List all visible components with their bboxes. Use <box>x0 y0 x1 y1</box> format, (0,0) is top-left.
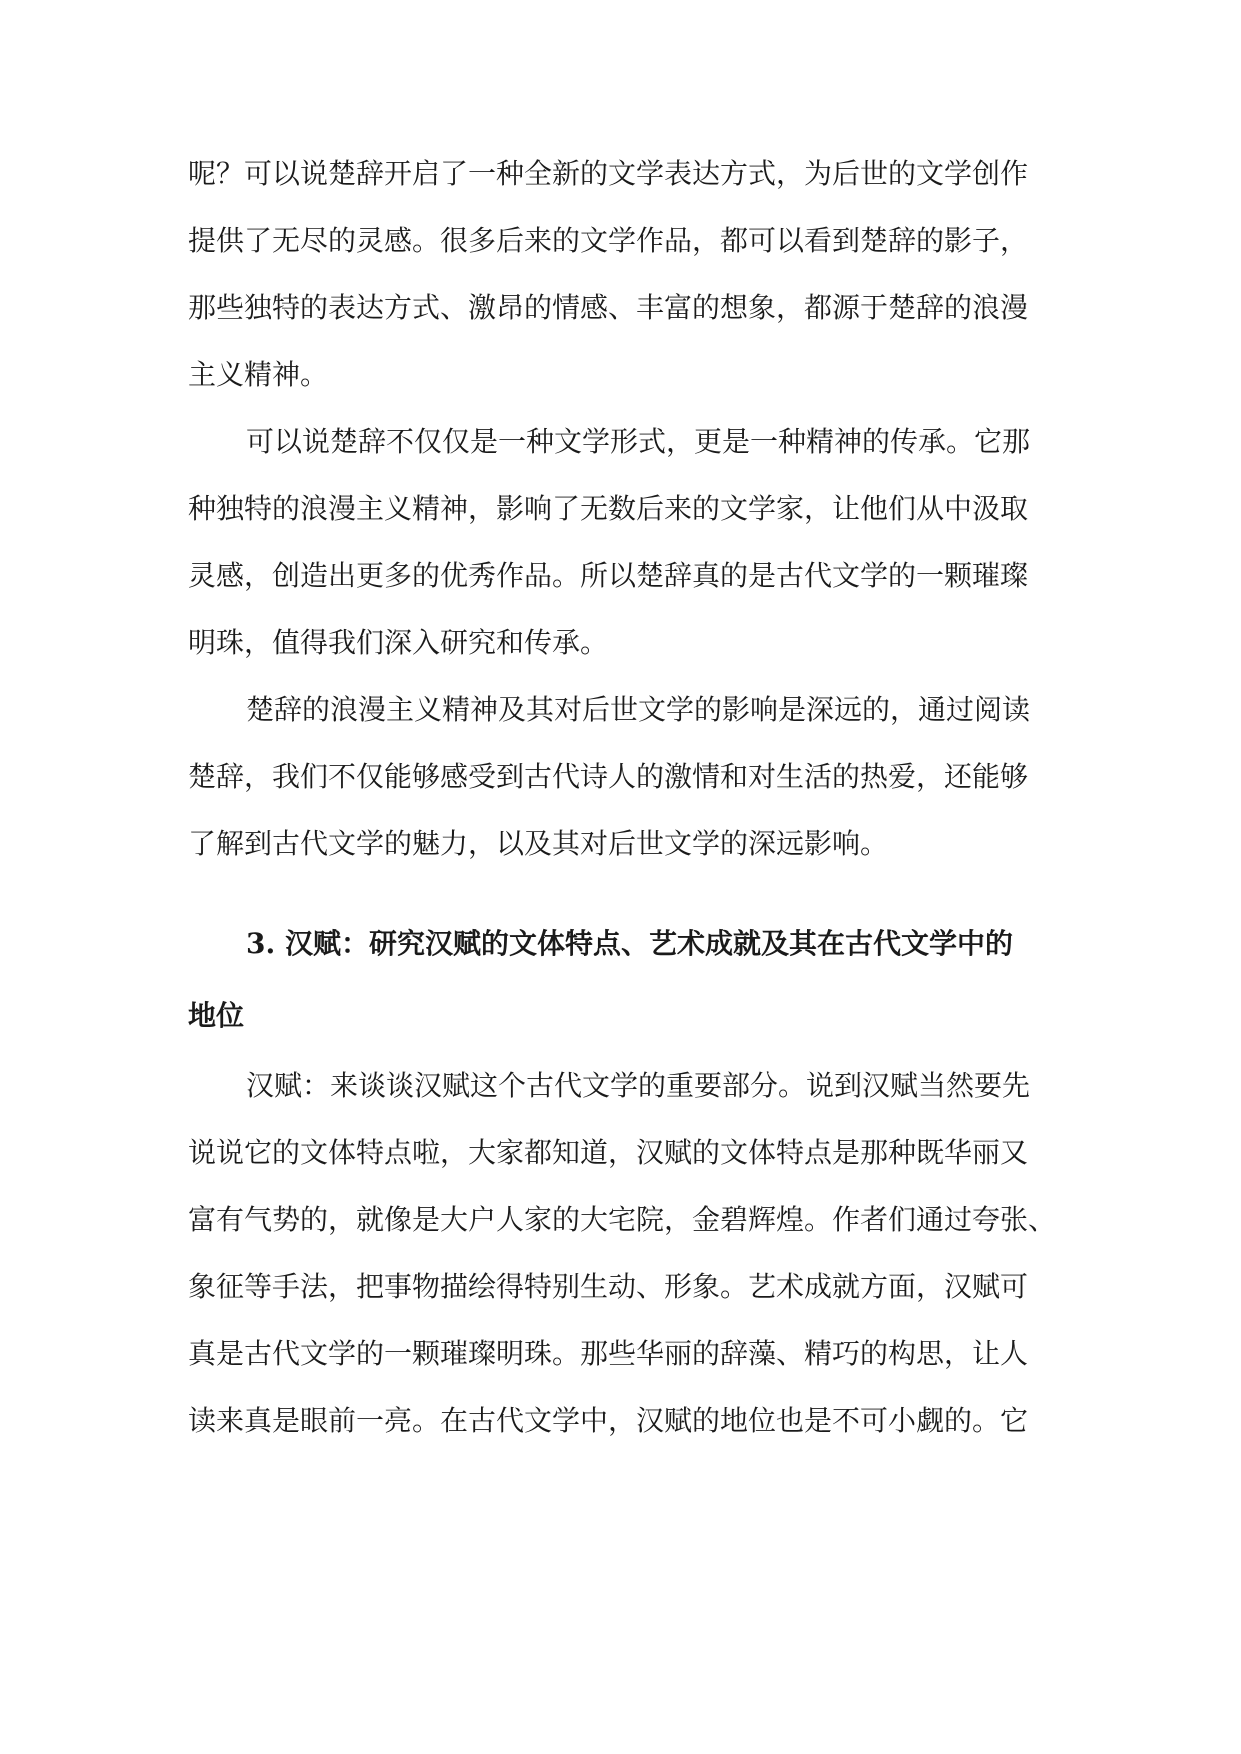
paragraph-4 <box>188 1052 1068 1454</box>
section-heading <box>188 908 1068 1052</box>
heading-line: 3. 汉赋：研究汉赋的文体特点、艺术成就及其在古代文学中的 <box>246 927 1013 960</box>
paragraph-2 <box>188 408 1068 676</box>
paragraph-line: 可以说楚辞不仅仅是一种文学形式，更是一种精神的传承。它那 <box>246 425 1031 458</box>
paragraph-line: 主义精神。 <box>188 358 329 391</box>
paragraph-line: 呢？可以说楚辞开启了一种全新的文学表达方式，为后世的文学创作 <box>188 157 1029 190</box>
paragraph-line: 那些独特的表达方式、激昂的情感、丰富的想象，都源于楚辞的浪漫 <box>188 291 1029 324</box>
paragraph-line: 明珠，值得我们深入研究和传承。 <box>188 626 609 659</box>
paragraph-line: 富有气势的，就像是大户人家的大宅院，金碧辉煌。作者们通过夸张、 <box>188 1203 1057 1236</box>
paragraph-line: 了解到古代文学的魅力，以及其对后世文学的深远影响。 <box>188 827 889 860</box>
paragraph-1 <box>188 140 1068 408</box>
paragraph-line: 种独特的浪漫主义精神，影响了无数后来的文学家，让他们从中汲取 <box>188 492 1029 525</box>
section-spacer <box>188 877 1068 908</box>
paragraph-line: 楚辞的浪漫主义精神及其对后世文学的影响是深远的，通过阅读 <box>246 693 1031 726</box>
paragraph-3 <box>188 676 1068 877</box>
paragraph-line: 真是古代文学的一颗璀璨明珠。那些华丽的辞藻、精巧的构思，让人 <box>188 1337 1029 1370</box>
document-body <box>188 140 1068 1454</box>
paragraph-line: 提供了无尽的灵感。很多后来的文学作品，都可以看到楚辞的影子， <box>188 224 1029 257</box>
paragraph-line: 楚辞，我们不仅能够感受到古代诗人的激情和对生活的热爱，还能够 <box>188 760 1029 793</box>
heading-line: 地位 <box>188 999 245 1032</box>
paragraph-line: 说说它的文体特点啦，大家都知道，汉赋的文体特点是那种既华丽又 <box>188 1136 1029 1169</box>
paragraph-line: 读来真是眼前一亮。在古代文学中，汉赋的地位也是不可小觑的。它 <box>188 1404 1029 1437</box>
paragraph-line: 灵感，创造出更多的优秀作品。所以楚辞真的是古代文学的一颗璀璨 <box>188 559 1029 592</box>
paragraph-line: 汉赋：来谈谈汉赋这个古代文学的重要部分。说到汉赋当然要先 <box>246 1069 1031 1102</box>
paragraph-line: 象征等手法，把事物描绘得特别生动、形象。艺术成就方面，汉赋可 <box>188 1270 1029 1303</box>
